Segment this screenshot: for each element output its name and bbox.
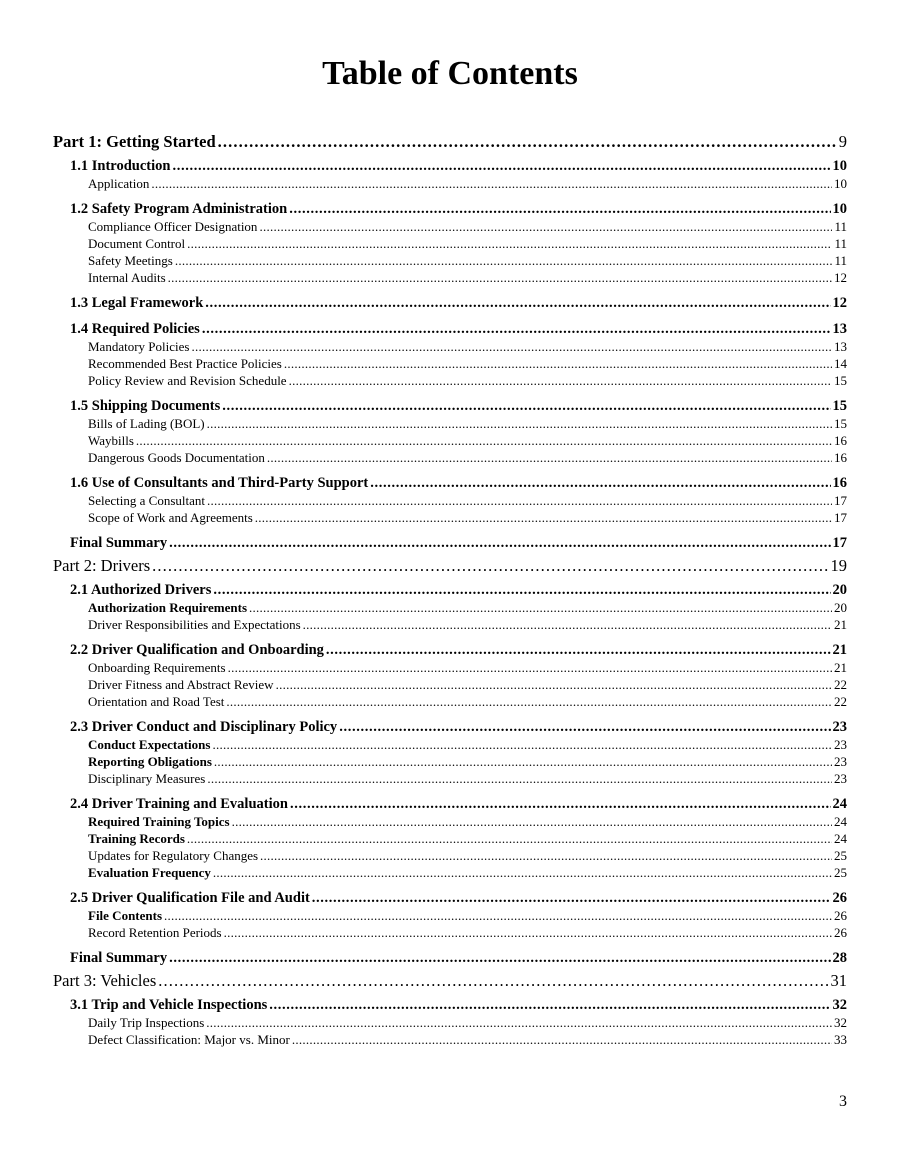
- toc-section-entry[interactable]: [70, 534, 847, 552]
- toc-entry-page: 26: [834, 925, 847, 940]
- toc-entry-page: 24: [832, 796, 847, 812]
- dot-leader: [249, 599, 832, 616]
- dot-leader: [214, 753, 832, 770]
- dot-leader: [370, 474, 830, 492]
- dot-leader: [255, 509, 832, 526]
- toc-sub-entry[interactable]: [88, 432, 847, 449]
- toc-entry-page: 16: [834, 450, 847, 465]
- toc-part-entry[interactable]: [53, 967, 847, 994]
- toc-part-entry[interactable]: [53, 552, 847, 579]
- toc-sub-entry[interactable]: [88, 355, 847, 372]
- dot-leader: [168, 269, 832, 286]
- toc-entry-page: 25: [834, 865, 847, 880]
- toc-sub-entry[interactable]: [88, 770, 847, 787]
- dot-leader: [187, 830, 832, 847]
- dot-leader: [213, 581, 830, 599]
- toc-entry-label: Updates for Regulatory Changes: [88, 848, 259, 863]
- toc-sub-entry[interactable]: [88, 235, 847, 252]
- dot-leader: [206, 1014, 832, 1031]
- dot-leader: [267, 449, 832, 466]
- toc-entry-label: Compliance Officer Designation: [88, 219, 258, 234]
- toc-entry-page: 10: [832, 158, 847, 174]
- toc-sub-entry[interactable]: [88, 813, 847, 830]
- toc-entry-label: Document Control: [88, 236, 186, 251]
- toc-entry-page: 32: [834, 1015, 847, 1030]
- toc-entry-page: 13: [832, 321, 847, 337]
- toc-entry-label: Policy Review and Revision Schedule: [88, 373, 287, 388]
- toc-entry-label: Mandatory Policies: [88, 339, 190, 354]
- toc-entry-page: 15: [834, 373, 847, 388]
- toc-entry-label: 1.5 Shipping Documents: [70, 398, 221, 414]
- toc-entry-label: Driver Fitness and Abstract Review: [88, 677, 274, 692]
- dot-leader: [218, 128, 837, 155]
- toc-entry-label: Daily Trip Inspections: [88, 1015, 205, 1030]
- toc-entry-page: 11: [834, 253, 847, 268]
- toc-entry-page: 15: [832, 398, 847, 414]
- toc-entry-page: 17: [834, 510, 847, 525]
- dot-leader: [292, 1031, 832, 1048]
- toc-entry-label: Reporting Obligations: [88, 754, 212, 769]
- toc-entry-page: 12: [832, 295, 847, 311]
- toc-entry-label: Application: [88, 176, 150, 191]
- toc-sub-entry[interactable]: [88, 599, 847, 616]
- toc-entry-label: 2.4 Driver Training and Evaluation: [70, 796, 288, 812]
- dot-leader: [303, 616, 832, 633]
- dot-leader: [202, 320, 831, 338]
- toc-entry-page: 17: [832, 535, 847, 551]
- toc-entry-page: 32: [832, 997, 847, 1013]
- toc-entry-label: Bills of Lading (BOL): [88, 416, 205, 431]
- toc-sub-entry[interactable]: [88, 864, 847, 881]
- dot-leader: [339, 718, 830, 736]
- toc-entry-label: Onboarding Requirements: [88, 660, 226, 675]
- toc-sub-entry[interactable]: [88, 338, 847, 355]
- toc-entry-label: Disciplinary Measures: [88, 771, 206, 786]
- page-title: Table of Contents: [322, 55, 578, 92]
- toc-entry-page: 15: [834, 416, 847, 431]
- toc-entry-label: Dangerous Goods Documentation: [88, 450, 265, 465]
- toc-sub-entry[interactable]: [88, 449, 847, 466]
- dot-leader: [205, 294, 830, 312]
- toc-entry-label: 1.4 Required Policies: [70, 321, 200, 337]
- toc-entry-label: Training Records: [88, 831, 185, 846]
- toc-entry-page: 11: [834, 219, 847, 234]
- toc-sub-entry[interactable]: [88, 175, 847, 192]
- toc-entry-label: 2.1 Authorized Drivers: [70, 582, 212, 598]
- dot-leader: [136, 432, 832, 449]
- dot-leader: [222, 397, 830, 415]
- toc-entry-label: Scope of Work and Agreements: [88, 510, 253, 525]
- dot-leader: [172, 157, 830, 175]
- toc-entry-label: 3.1 Trip and Vehicle Inspections: [70, 997, 268, 1013]
- toc-sub-entry[interactable]: [88, 753, 847, 770]
- dot-leader: [269, 996, 830, 1014]
- toc-entry-label: Internal Audits: [88, 270, 166, 285]
- toc-entry-label: File Contents: [88, 908, 163, 923]
- toc-entry-label: Authorization Requirements: [88, 600, 248, 615]
- dot-leader: [226, 693, 832, 710]
- toc-entry-label: Final Summary: [70, 535, 168, 551]
- toc-entry-label: Part 3: Vehicles: [53, 971, 157, 990]
- toc-entry-label: 2.3 Driver Conduct and Disciplinary Policy: [70, 719, 338, 735]
- toc-section-entry[interactable]: [70, 795, 847, 813]
- dot-leader: [164, 907, 832, 924]
- dot-leader: [207, 415, 832, 432]
- toc-entry-page: 11: [834, 236, 847, 251]
- toc-entry-label: 1.2 Safety Program Administration: [70, 201, 288, 217]
- toc-entry-label: 2.2 Driver Qualification and Onboarding: [70, 642, 324, 658]
- toc-entry-label: Recommended Best Practice Policies: [88, 356, 282, 371]
- toc-entry-page: 22: [834, 677, 847, 692]
- toc-entry-page: 17: [834, 493, 847, 508]
- toc-entry-page: 10: [832, 201, 847, 217]
- toc-sub-entry[interactable]: [88, 372, 847, 389]
- dot-leader: [212, 736, 832, 753]
- dot-leader: [290, 795, 831, 813]
- dot-leader: [191, 338, 832, 355]
- toc-sub-entry[interactable]: [88, 415, 847, 432]
- toc-sub-entry[interactable]: [88, 1014, 847, 1031]
- toc-entry-label: Driver Responsibilities and Expectations: [88, 617, 301, 632]
- toc-entry-page: 9: [838, 132, 847, 151]
- toc-sub-entry[interactable]: [88, 693, 847, 710]
- toc-section-entry[interactable]: [70, 581, 847, 599]
- toc-entry-page: 24: [834, 814, 847, 829]
- toc-entry-page: 21: [832, 642, 847, 658]
- toc-entry-page: 20: [832, 582, 847, 598]
- dot-leader: [207, 492, 832, 509]
- toc-sub-entry[interactable]: [88, 492, 847, 509]
- dot-leader: [312, 889, 831, 907]
- toc-entry-label: Waybills: [88, 433, 134, 448]
- toc-sub-entry[interactable]: [88, 659, 847, 676]
- toc-entry-page: 23: [832, 719, 847, 735]
- toc-sub-entry[interactable]: [88, 1031, 847, 1048]
- toc-entry-page: 21: [834, 660, 847, 675]
- dot-leader: [289, 372, 832, 389]
- toc-entry-page: 31: [830, 971, 847, 990]
- toc-entry-label: 2.5 Driver Qualification File and Audit: [70, 890, 310, 906]
- toc-entry-label: Safety Meetings: [88, 253, 173, 268]
- toc-entry-label: 1.6 Use of Consultants and Third-Party Support: [70, 475, 369, 491]
- toc-sub-entry[interactable]: [88, 676, 847, 693]
- toc-entry-label: 1.1 Introduction: [70, 158, 171, 174]
- toc-sub-entry[interactable]: [88, 907, 847, 924]
- toc-entry-page: 26: [832, 890, 847, 906]
- toc-sub-entry[interactable]: [88, 252, 847, 269]
- dot-leader: [224, 924, 832, 941]
- toc-entry-page: 26: [834, 908, 847, 923]
- toc-entry-label: Required Training Topics: [88, 814, 230, 829]
- dot-leader: [169, 949, 830, 967]
- toc-sub-entry[interactable]: [88, 269, 847, 286]
- toc-entry-label: Orientation and Road Test: [88, 694, 225, 709]
- toc-entry-label: Final Summary: [70, 950, 168, 966]
- toc-section-entry[interactable]: [70, 718, 847, 736]
- dot-leader: [187, 235, 832, 252]
- dot-leader: [213, 864, 832, 881]
- toc-entry-page: 14: [834, 356, 847, 371]
- toc-entry-label: Part 1: Getting Started: [53, 132, 216, 151]
- table-of-contents: [0, 128, 900, 1048]
- dot-leader: [207, 770, 832, 787]
- toc-sub-entry[interactable]: [88, 830, 847, 847]
- toc-entry-page: 16: [832, 475, 847, 491]
- dot-leader: [326, 641, 831, 659]
- toc-section-entry[interactable]: [70, 949, 847, 967]
- toc-entry-page: 28: [832, 950, 847, 966]
- dot-leader: [284, 355, 832, 372]
- dot-leader: [232, 813, 832, 830]
- toc-section-entry[interactable]: [70, 641, 847, 659]
- toc-entry-label: Defect Classification: Major vs. Minor: [88, 1032, 290, 1047]
- toc-entry-page: 24: [834, 831, 847, 846]
- dot-leader: [175, 252, 833, 269]
- toc-sub-entry[interactable]: [88, 218, 847, 235]
- toc-sub-entry[interactable]: [88, 616, 847, 633]
- dot-leader: [259, 218, 832, 235]
- dot-leader: [276, 676, 832, 693]
- toc-sub-entry[interactable]: [88, 509, 847, 526]
- toc-section-entry[interactable]: [70, 397, 847, 415]
- toc-entry-page: 20: [834, 600, 847, 615]
- page-number: 3: [839, 1093, 847, 1110]
- toc-entry-label: Conduct Expectations: [88, 737, 211, 752]
- dot-leader: [169, 534, 830, 552]
- toc-section-entry[interactable]: [70, 200, 847, 218]
- toc-sub-entry[interactable]: [88, 924, 847, 941]
- toc-entry-page: 12: [834, 270, 847, 285]
- toc-entry-page: 33: [834, 1032, 847, 1047]
- toc-entry-label: Evaluation Frequency: [88, 865, 211, 880]
- toc-section-entry[interactable]: [70, 889, 847, 907]
- toc-section-entry[interactable]: [70, 157, 847, 175]
- dot-leader: [158, 967, 828, 994]
- toc-entry-page: 13: [834, 339, 847, 354]
- dot-leader: [152, 552, 828, 579]
- dot-leader: [228, 659, 832, 676]
- toc-entry-page: 19: [830, 556, 847, 575]
- toc-part-entry[interactable]: [53, 128, 847, 155]
- toc-entry-page: 23: [834, 737, 847, 752]
- dot-leader: [289, 200, 830, 218]
- toc-section-entry[interactable]: [70, 474, 847, 492]
- toc-entry-page: 10: [834, 176, 847, 191]
- toc-section-entry[interactable]: [70, 320, 847, 338]
- toc-entry-page: 23: [834, 771, 847, 786]
- toc-section-entry[interactable]: [70, 294, 847, 312]
- toc-entry-page: 21: [834, 617, 847, 632]
- toc-sub-entry[interactable]: [88, 847, 847, 864]
- dot-leader: [151, 175, 832, 192]
- toc-entry-page: 25: [834, 848, 847, 863]
- toc-sub-entry[interactable]: [88, 736, 847, 753]
- dot-leader: [260, 847, 832, 864]
- toc-entry-page: 22: [834, 694, 847, 709]
- toc-entry-page: 16: [834, 433, 847, 448]
- toc-entry-label: Part 2: Drivers: [53, 556, 151, 575]
- toc-entry-label: Selecting a Consultant: [88, 493, 205, 508]
- toc-entry-page: 23: [834, 754, 847, 769]
- toc-entry-label: 1.3 Legal Framework: [70, 295, 204, 311]
- toc-entry-label: Record Retention Periods: [88, 925, 222, 940]
- toc-section-entry[interactable]: [70, 996, 847, 1014]
